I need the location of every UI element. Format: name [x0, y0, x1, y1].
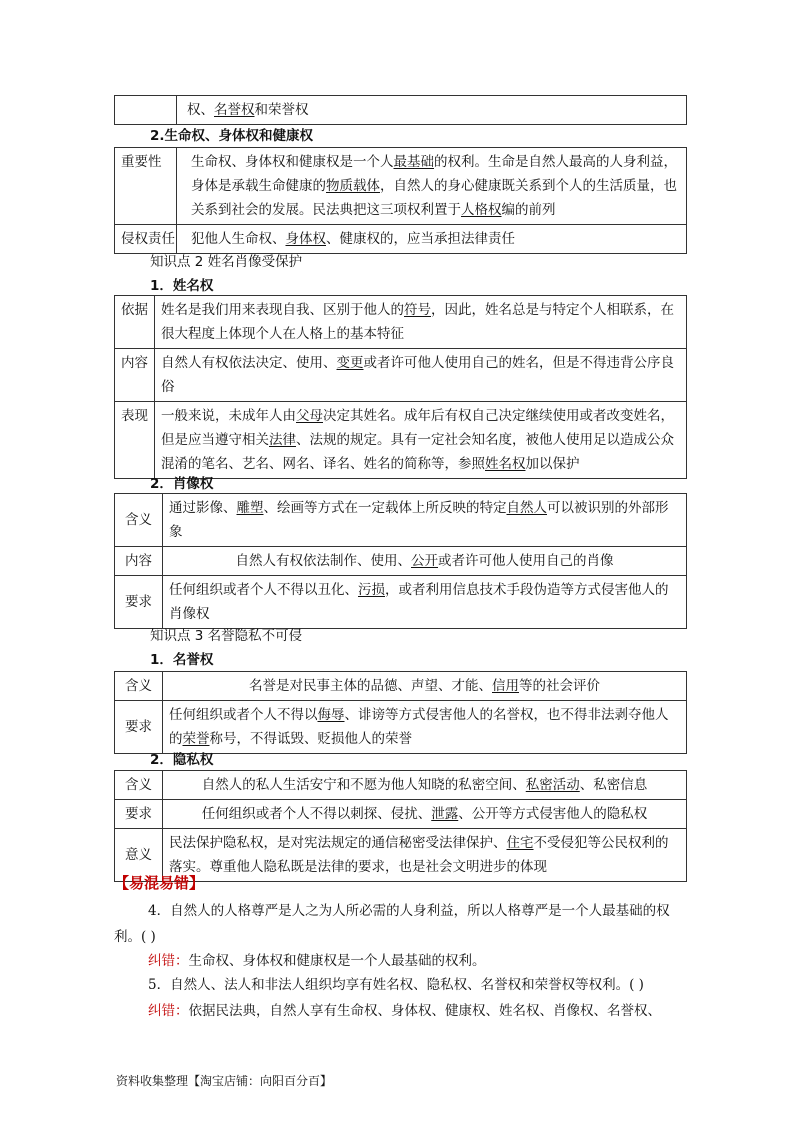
section-heading: 2.生命权、身体权和健康权 [150, 128, 314, 144]
table-cell: 生命权、身体权和健康权是一个人最基础的权利。生命是自然人最高的人身利益，身体是承载生命健康的物质载体，自然人的身心健康既关系到个人的生活质量，也关系到社会的发展。民法典把这三项权利置于人格权编的前列 [177, 148, 687, 225]
table-row [115, 349, 687, 402]
row-label: 内容 [115, 349, 155, 402]
privacy-right-table [114, 770, 687, 882]
name-right-table [114, 295, 687, 479]
section-heading: 1．名誉权 [150, 652, 214, 668]
table-cell: 自然人的私人生活安宁和不愿为他人知晓的私密空间、私密活动、私密信息 [163, 771, 687, 800]
correction-4: 纠错：生命权、身体权和健康权是一个人最基础的权利。 [148, 953, 486, 969]
confusion-section-heading: 【易混易错】 [114, 874, 205, 892]
correction-5: 纠错：依据民法典，自然人享有生命权、身体权、健康权、姓名权、肖像权、名誉权、 [148, 1003, 661, 1019]
table-row [115, 96, 687, 125]
table-cell: 通过影像、雕塑、绘画等方式在一定载体上所反映的特定自然人可以被识别的外部形象 [163, 494, 687, 547]
row-label: 含义 [115, 672, 163, 701]
row-label: 内容 [115, 547, 163, 576]
table-row [115, 771, 687, 800]
portrait-right-table [114, 493, 687, 629]
table-cell: 自然人有权依法制作、使用、公开或者许可他人使用自己的肖像 [163, 547, 687, 576]
table-row [115, 576, 687, 629]
table-row [115, 296, 687, 349]
table-cell: 民法保护隐私权，是对宪法规定的通信秘密受法律保护、住宅不受侵犯等公民权利的落实。尊重他人隐私既是法律的要求，也是社会文明进步的体现 [163, 829, 687, 882]
knowledge-point-heading: 知识点 3 名誉隐私不可侵 [150, 628, 303, 644]
correction-label: 纠错： [148, 1003, 189, 1019]
section-heading: 1．姓名权 [150, 278, 214, 294]
table-row [115, 148, 687, 225]
table-row [115, 672, 687, 701]
life-rights-table [114, 147, 687, 254]
table-row [115, 800, 687, 829]
table-row [115, 402, 687, 479]
question-5: 5．自然人、法人和非法人组织均享有姓名权、隐私权、名誉权和荣誉权等权利。( ) [148, 977, 644, 993]
correction-label: 纠错： [148, 953, 189, 969]
row-label: 重要性 [115, 148, 177, 225]
row-label: 含义 [115, 494, 163, 547]
row-label: 表现 [115, 402, 155, 479]
section-heading: 2．肖像权 [150, 476, 214, 492]
row-label: 侵权责任 [115, 225, 177, 254]
table-cell: 权、名誉权和荣誉权 [177, 96, 687, 125]
table-cell: 一般来说，未成年人由父母决定其姓名。成年后有权自己决定继续使用或者改变姓名，但是应当遵守相关法律、法规的规定。具有一定社会知名度，被他人使用足以造成公众混淆的笔名、艺名、网名、译名、姓名的简称等，参照姓名权加以保护 [155, 402, 687, 479]
table-cell: 任何组织或者个人不得以刺探、侵扰、泄露、公开等方式侵害他人的隐私权 [163, 800, 687, 829]
table-row [115, 547, 687, 576]
row-label: 意义 [115, 829, 163, 882]
table-row [115, 494, 687, 547]
table-cell: 自然人有权依法决定、使用、变更或者许可他人使用自己的姓名，但是不得违背公序良俗 [155, 349, 687, 402]
table-cell: 名誉是对民事主体的品德、声望、才能、信用等的社会评价 [163, 672, 687, 701]
row-label: 依据 [115, 296, 155, 349]
reputation-right-table [114, 671, 687, 754]
row-label: 要求 [115, 576, 163, 629]
table-cell: 任何组织或者个人不得以丑化、污损，或者利用信息技术手段伪造等方式侵害他人的肖像权 [163, 576, 687, 629]
section-heading: 2．隐私权 [150, 752, 214, 768]
row-label: 含义 [115, 771, 163, 800]
table-cell: 任何组织或者个人不得以侮辱、诽谤等方式侵害他人的名誉权，也不得非法剥夺他人的荣誉称号，不得诋毁、贬损他人的荣誉 [163, 701, 687, 754]
row-label: 要求 [115, 701, 163, 754]
question-4: 4．自然人的人格尊严是人之为人所必需的人身利益，所以人格尊严是一个人最基础的权利。( ) [114, 903, 670, 945]
top-table [114, 95, 687, 125]
page-footer: 资料收集整理【淘宝店铺：向阳百分百】 [116, 1074, 333, 1088]
empty-label-cell [115, 96, 177, 125]
table-cell: 犯他人生命权、身体权、健康权的，应当承担法律责任 [177, 225, 687, 254]
knowledge-point-heading: 知识点 2 姓名肖像受保护 [150, 254, 303, 270]
row-label: 要求 [115, 800, 163, 829]
table-cell: 姓名是我们用来表现自我、区别于他人的符号，因此，姓名总是与特定个人相联系，在很大程度上体现个人在人格上的基本特征 [155, 296, 687, 349]
table-row [115, 701, 687, 754]
